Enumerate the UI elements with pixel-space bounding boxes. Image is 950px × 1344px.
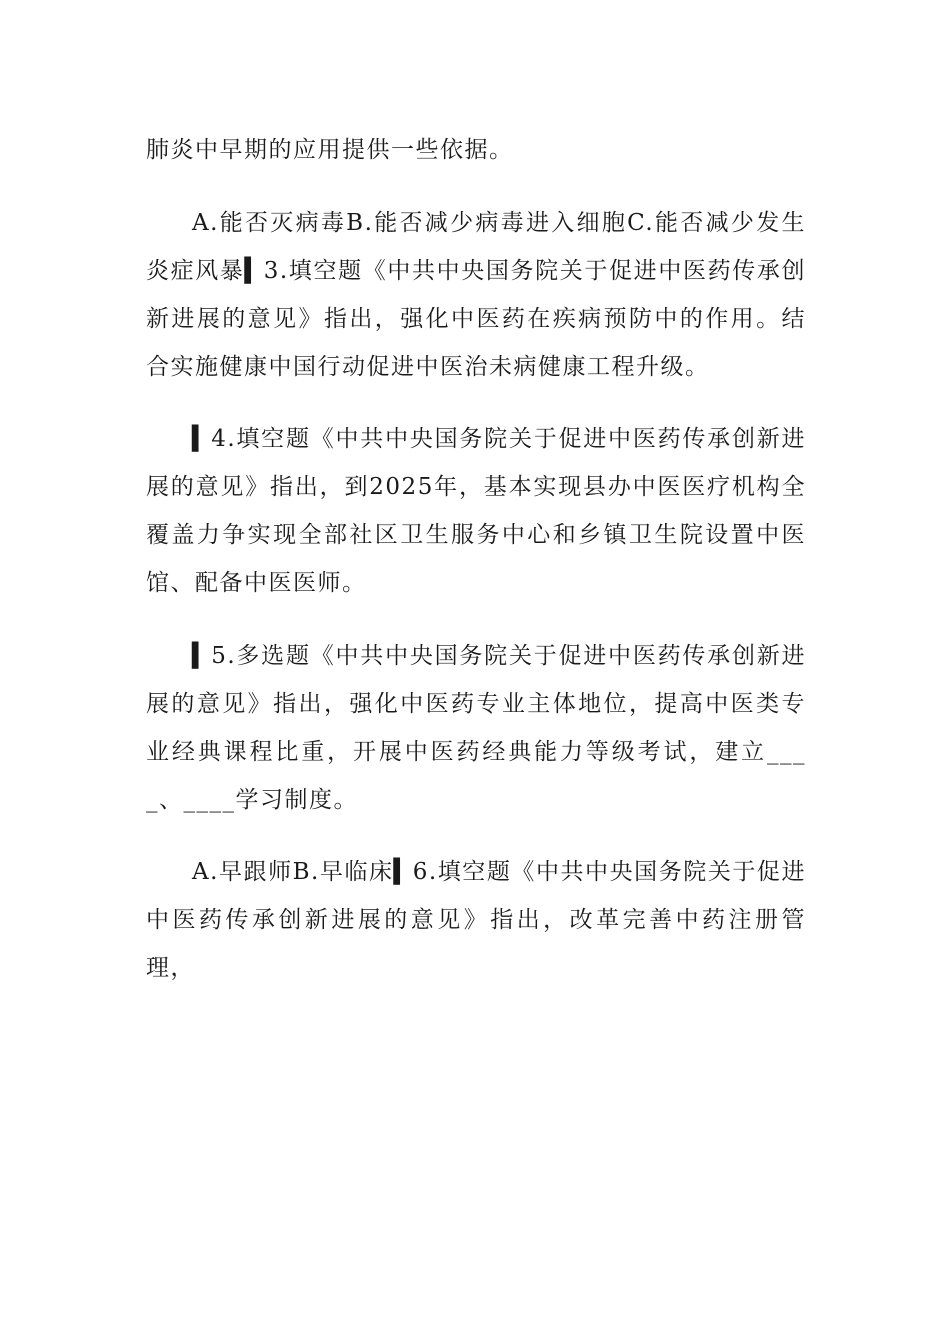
- document-body: [146, 126, 806, 992]
- paragraph-3: ▍4.填空题《中共中央国务院关于促进中医药传承创新进展的意见》指出，到2025年，基本实现县办中医医疗机构全覆盖力争实现全部社区卫生服务中心和乡镇卫生院设置中医馆、配备中医医师。: [146, 426, 806, 596]
- paragraph-2: A.能否灭病毒B.能否减少病毒进入细胞C.能否减少发生炎症风暴▍3.填空题《中共中央国务院关于促进中医药传承创新进展的意见》指出，强化中医药在疾病预防中的作用。结合实施健康中国行动促进中医治未病健康工程升级。: [146, 209, 806, 380]
- paragraph-5: A.早跟师B.早临床▍6.填空题《中共中央国务院关于促进中医药传承创新进展的意见》指出，改革完善中药注册管理，: [146, 859, 806, 981]
- paragraph-4: ▍5.多选题《中共中央国务院关于促进中医药传承创新进展的意见》指出，强化中医药专业主体地位，提高中医类专业经典课程比重，开展中医药经典能力等级考试，建立____、____学习制度。: [146, 642, 806, 813]
- paragraph-1: 肺炎中早期的应用提供一些依据。: [146, 137, 514, 163]
